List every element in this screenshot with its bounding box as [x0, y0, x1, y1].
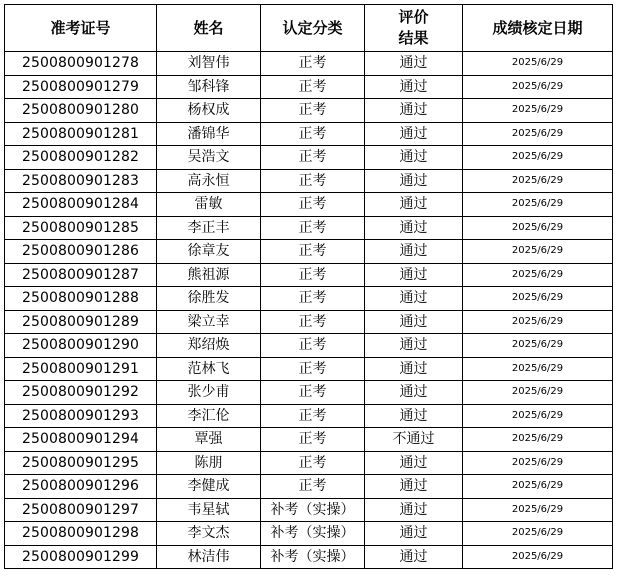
cell-exam-id: 2500800901288 — [5, 287, 157, 311]
cell-name: 陈朋 — [157, 451, 261, 475]
cell-category: 补考（实操） — [261, 545, 365, 569]
cell-name: 徐章友 — [157, 240, 261, 264]
table-row — [5, 193, 613, 217]
header-date: 成绩核定日期 — [463, 5, 613, 52]
cell-name: 杨权成 — [157, 99, 261, 123]
cell-category: 正考 — [261, 169, 365, 193]
cell-result: 通过 — [365, 240, 463, 264]
cell-name: 韦星轼 — [157, 498, 261, 522]
cell-result: 通过 — [365, 193, 463, 217]
cell-exam-id: 2500800901291 — [5, 357, 157, 381]
cell-exam-id: 2500800901286 — [5, 240, 157, 264]
cell-date: 2025/6/29 — [463, 287, 613, 311]
cell-exam-id: 2500800901278 — [5, 52, 157, 76]
cell-date: 2025/6/29 — [463, 52, 613, 76]
table-row — [5, 216, 613, 240]
cell-category: 补考（实操） — [261, 498, 365, 522]
cell-name: 吴浩文 — [157, 146, 261, 170]
table-row — [5, 498, 613, 522]
cell-date: 2025/6/29 — [463, 334, 613, 358]
cell-exam-id: 2500800901299 — [5, 545, 157, 569]
cell-exam-id: 2500800901290 — [5, 334, 157, 358]
cell-name: 高永恒 — [157, 169, 261, 193]
cell-name: 熊祖源 — [157, 263, 261, 287]
cell-date: 2025/6/29 — [463, 404, 613, 428]
cell-category: 正考 — [261, 451, 365, 475]
table-row — [5, 310, 613, 334]
cell-exam-id: 2500800901296 — [5, 475, 157, 499]
cell-category: 正考 — [261, 404, 365, 428]
cell-result: 通过 — [365, 216, 463, 240]
cell-category: 正考 — [261, 334, 365, 358]
cell-result: 通过 — [365, 522, 463, 546]
cell-result: 通过 — [365, 357, 463, 381]
cell-date: 2025/6/29 — [463, 169, 613, 193]
cell-result: 通过 — [365, 545, 463, 569]
cell-date: 2025/6/29 — [463, 428, 613, 452]
table-header — [5, 5, 613, 52]
cell-result: 通过 — [365, 122, 463, 146]
table-row — [5, 169, 613, 193]
cell-date: 2025/6/29 — [463, 545, 613, 569]
cell-name: 林洁伟 — [157, 545, 261, 569]
table-row — [5, 404, 613, 428]
cell-date: 2025/6/29 — [463, 99, 613, 123]
cell-category: 正考 — [261, 381, 365, 405]
cell-category: 正考 — [261, 99, 365, 123]
header-name: 姓名 — [157, 5, 261, 52]
cell-exam-id: 2500800901298 — [5, 522, 157, 546]
table-row — [5, 99, 613, 123]
cell-exam-id: 2500800901294 — [5, 428, 157, 452]
cell-name: 李健成 — [157, 475, 261, 499]
table-row — [5, 381, 613, 405]
cell-category: 正考 — [261, 475, 365, 499]
cell-result: 不通过 — [365, 428, 463, 452]
header-exam-id: 准考证号 — [5, 5, 157, 52]
cell-name: 郑绍焕 — [157, 334, 261, 358]
cell-exam-id: 2500800901283 — [5, 169, 157, 193]
results-table-container — [4, 4, 613, 569]
cell-exam-id: 2500800901284 — [5, 193, 157, 217]
cell-result: 通过 — [365, 287, 463, 311]
cell-result: 通过 — [365, 451, 463, 475]
cell-category: 正考 — [261, 122, 365, 146]
table-row — [5, 122, 613, 146]
cell-category: 正考 — [261, 263, 365, 287]
cell-category: 正考 — [261, 357, 365, 381]
cell-category: 正考 — [261, 52, 365, 76]
cell-result: 通过 — [365, 146, 463, 170]
table-row — [5, 357, 613, 381]
cell-name: 徐胜发 — [157, 287, 261, 311]
header-row — [5, 5, 613, 52]
header-result — [365, 5, 463, 52]
table-row — [5, 263, 613, 287]
table-body — [5, 52, 613, 569]
cell-date: 2025/6/29 — [463, 310, 613, 334]
cell-name: 刘智伟 — [157, 52, 261, 76]
table-row — [5, 287, 613, 311]
results-table — [4, 4, 613, 569]
cell-result: 通过 — [365, 475, 463, 499]
cell-result: 通过 — [365, 169, 463, 193]
cell-exam-id: 2500800901280 — [5, 99, 157, 123]
cell-date: 2025/6/29 — [463, 381, 613, 405]
table-row — [5, 451, 613, 475]
cell-exam-id: 2500800901293 — [5, 404, 157, 428]
cell-category: 补考（实操） — [261, 522, 365, 546]
cell-result: 通过 — [365, 99, 463, 123]
cell-date: 2025/6/29 — [463, 475, 613, 499]
cell-date: 2025/6/29 — [463, 451, 613, 475]
cell-result: 通过 — [365, 334, 463, 358]
table-row — [5, 428, 613, 452]
cell-exam-id: 2500800901289 — [5, 310, 157, 334]
cell-date: 2025/6/29 — [463, 498, 613, 522]
cell-date: 2025/6/29 — [463, 263, 613, 287]
cell-result: 通过 — [365, 310, 463, 334]
table-row — [5, 75, 613, 99]
cell-exam-id: 2500800901292 — [5, 381, 157, 405]
table-row — [5, 334, 613, 358]
cell-exam-id: 2500800901295 — [5, 451, 157, 475]
cell-category: 正考 — [261, 240, 365, 264]
cell-exam-id: 2500800901285 — [5, 216, 157, 240]
cell-category: 正考 — [261, 193, 365, 217]
cell-name: 潘锦华 — [157, 122, 261, 146]
cell-result: 通过 — [365, 75, 463, 99]
cell-date: 2025/6/29 — [463, 216, 613, 240]
cell-exam-id: 2500800901287 — [5, 263, 157, 287]
header-result-line1: 评价 — [398, 8, 429, 26]
table-row — [5, 52, 613, 76]
cell-name: 张少甫 — [157, 381, 261, 405]
cell-exam-id: 2500800901282 — [5, 146, 157, 170]
cell-category: 正考 — [261, 287, 365, 311]
cell-name: 覃强 — [157, 428, 261, 452]
cell-exam-id: 2500800901281 — [5, 122, 157, 146]
cell-name: 雷敏 — [157, 193, 261, 217]
cell-name: 邹科锋 — [157, 75, 261, 99]
cell-name: 梁立幸 — [157, 310, 261, 334]
cell-category: 正考 — [261, 146, 365, 170]
cell-category: 正考 — [261, 75, 365, 99]
cell-name: 李文杰 — [157, 522, 261, 546]
cell-date: 2025/6/29 — [463, 146, 613, 170]
header-result-line2: 结果 — [398, 29, 429, 47]
cell-category: 正考 — [261, 428, 365, 452]
cell-date: 2025/6/29 — [463, 240, 613, 264]
cell-exam-id: 2500800901279 — [5, 75, 157, 99]
cell-date: 2025/6/29 — [463, 522, 613, 546]
cell-date: 2025/6/29 — [463, 357, 613, 381]
cell-name: 李汇伦 — [157, 404, 261, 428]
cell-date: 2025/6/29 — [463, 193, 613, 217]
cell-result: 通过 — [365, 404, 463, 428]
cell-result: 通过 — [365, 263, 463, 287]
header-category: 认定分类 — [261, 5, 365, 52]
table-row — [5, 146, 613, 170]
cell-result: 通过 — [365, 498, 463, 522]
cell-result: 通过 — [365, 52, 463, 76]
cell-category: 正考 — [261, 216, 365, 240]
table-row — [5, 522, 613, 546]
cell-category: 正考 — [261, 310, 365, 334]
cell-name: 李正丰 — [157, 216, 261, 240]
cell-date: 2025/6/29 — [463, 75, 613, 99]
table-row — [5, 545, 613, 569]
table-row — [5, 240, 613, 264]
cell-result: 通过 — [365, 381, 463, 405]
table-row — [5, 475, 613, 499]
cell-exam-id: 2500800901297 — [5, 498, 157, 522]
cell-date: 2025/6/29 — [463, 122, 613, 146]
cell-name: 范林飞 — [157, 357, 261, 381]
